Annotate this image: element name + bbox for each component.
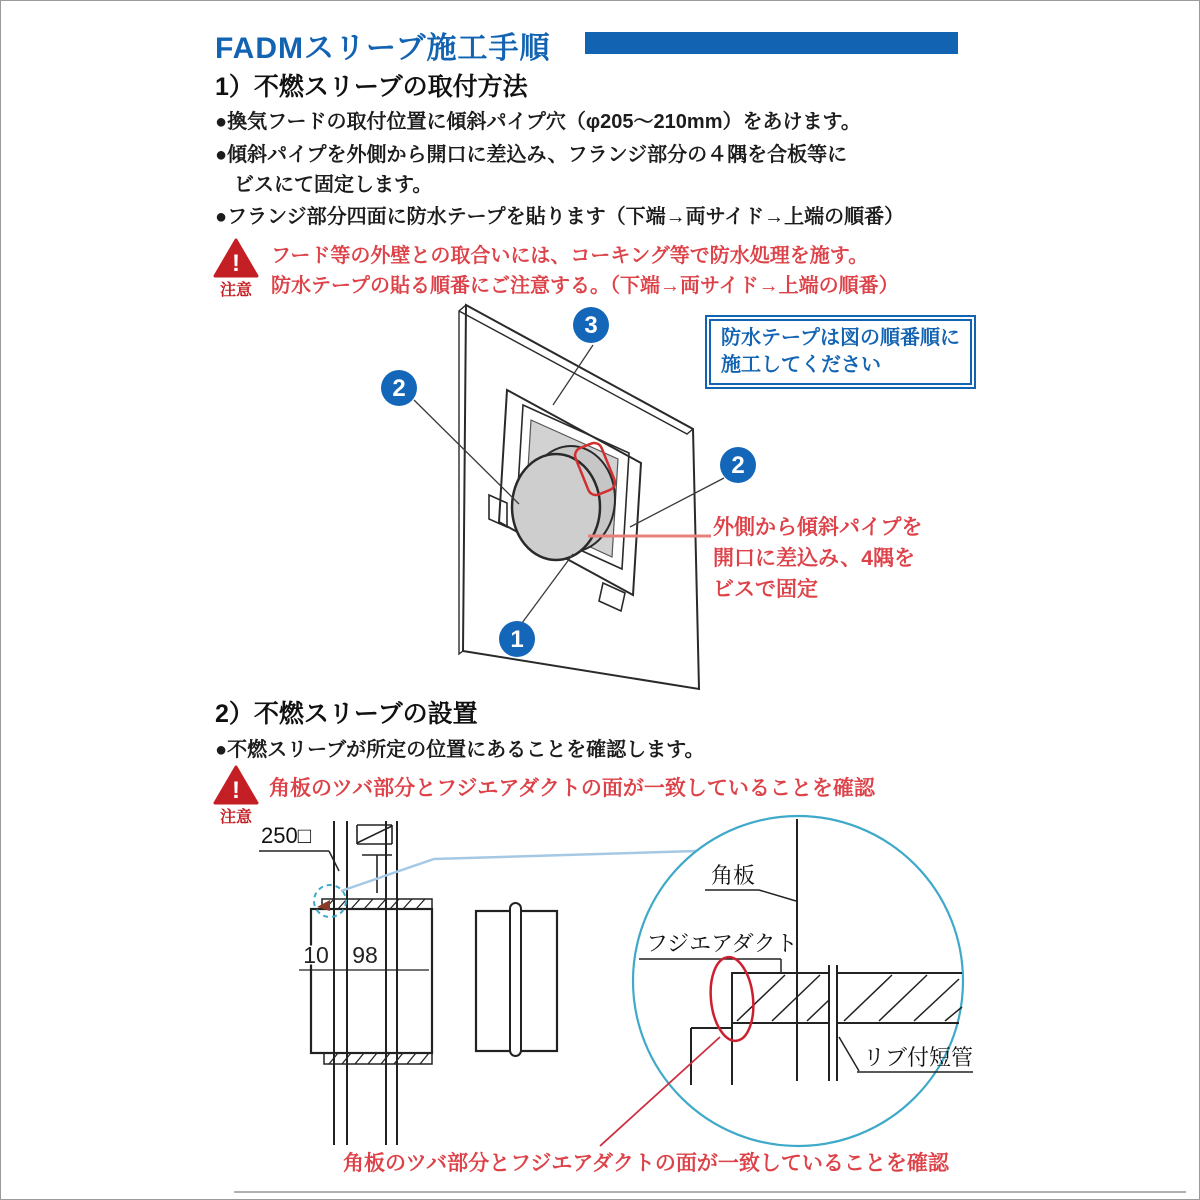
fuji-duct-label: フジエアダクト [646, 931, 798, 956]
annotation-line3: ビスで固定 [713, 578, 818, 601]
caution-label: 注意 [219, 809, 253, 826]
section1-heading: 1）不燃スリーブの取付方法 [215, 73, 528, 101]
caution2-text: 角板のツバ部分とフジエアダクトの面が一致していることを確認 [269, 777, 875, 800]
dimension-10: 10 [303, 942, 329, 968]
step-1-marker [499, 621, 535, 657]
bottom-check-note: 角板のツバ部分とフジエアダクトの面が一致していることを確認 [343, 1152, 949, 1175]
warning-exclamation: ! [232, 777, 240, 804]
page-title: FADMスリーブ施工手順 [215, 32, 551, 65]
duct-size-label [259, 823, 339, 871]
hatch-bottom-flange [329, 1053, 429, 1064]
rib-pipe-label: リブ付短管 [863, 1045, 974, 1070]
warning-exclamation: ! [232, 250, 240, 277]
hatch-right-bar [844, 975, 962, 1021]
caution1-line1: フード等の外壁との取合いには、コーキング等で防水処理を施す。 [271, 245, 869, 267]
tape-order-note-box [705, 315, 976, 389]
pipe-insert-annotation [713, 512, 922, 605]
flange-tab-left [489, 495, 507, 527]
step-2-marker-left [381, 370, 417, 406]
dimensions [299, 942, 429, 970]
caution1-line2: 防水テープの貼る順番にご注意する。（下端→両サイド→上端の順番） [271, 275, 899, 297]
detail-leader-line [341, 851, 696, 891]
section1-bullet-2-cont: ビスにて固定します。 [234, 174, 433, 196]
flange-tab-bottom [599, 583, 625, 611]
annotation-line2: 開口に差込み、4隅を [713, 547, 915, 570]
note-line1: 防水テープは図の順番順に [721, 327, 960, 349]
section2-heading: 2）不燃スリーブの設置 [215, 700, 478, 728]
kakuban-label: 角板 [711, 863, 756, 888]
detail-labels [639, 863, 973, 1072]
section2-bullet-1: ●不燃スリーブが所定の位置にあることを確認します。 [215, 739, 705, 761]
step-2-number-right: 2 [731, 452, 745, 479]
step-2-number-left: 2 [392, 375, 406, 402]
dimension-98: 98 [352, 942, 378, 968]
title-bar-decoration [585, 32, 958, 54]
step-3-number: 3 [584, 312, 598, 339]
caution1-text [271, 241, 899, 301]
placement-diagram [229, 813, 985, 1151]
step-3-marker [573, 307, 609, 343]
step-2-marker-right [720, 447, 756, 483]
hatch-top-flange [325, 899, 425, 909]
sleeve-block [311, 899, 432, 1064]
installation-diagram [231, 293, 761, 693]
check-leader-line [600, 1037, 720, 1146]
duct-section [334, 821, 397, 1145]
section1-bullet-2: ●傾斜パイプを外側から開口に差込み、フランジ部分の４隅を合板等に [215, 144, 848, 166]
section1-bullet-1: ●換気フードの取付位置に傾斜パイプ穴（φ205〜210mm）をあけます。 [215, 111, 861, 133]
rib-short-pipe-part [476, 903, 557, 1056]
annotation-line1: 外側から傾斜パイプを [713, 516, 923, 539]
step-1-number: 1 [510, 626, 524, 653]
section1-bullet-3: ●フランジ部分四面に防水テープを貼ります（下端→両サイド→上端の順番） [215, 206, 905, 228]
bottom-divider [234, 1191, 1186, 1193]
note-line2: 施工してください [721, 354, 881, 376]
caution-icon [213, 238, 259, 298]
duct-size-text: 250□ [261, 823, 311, 848]
caution-label: 注意 [219, 282, 253, 299]
